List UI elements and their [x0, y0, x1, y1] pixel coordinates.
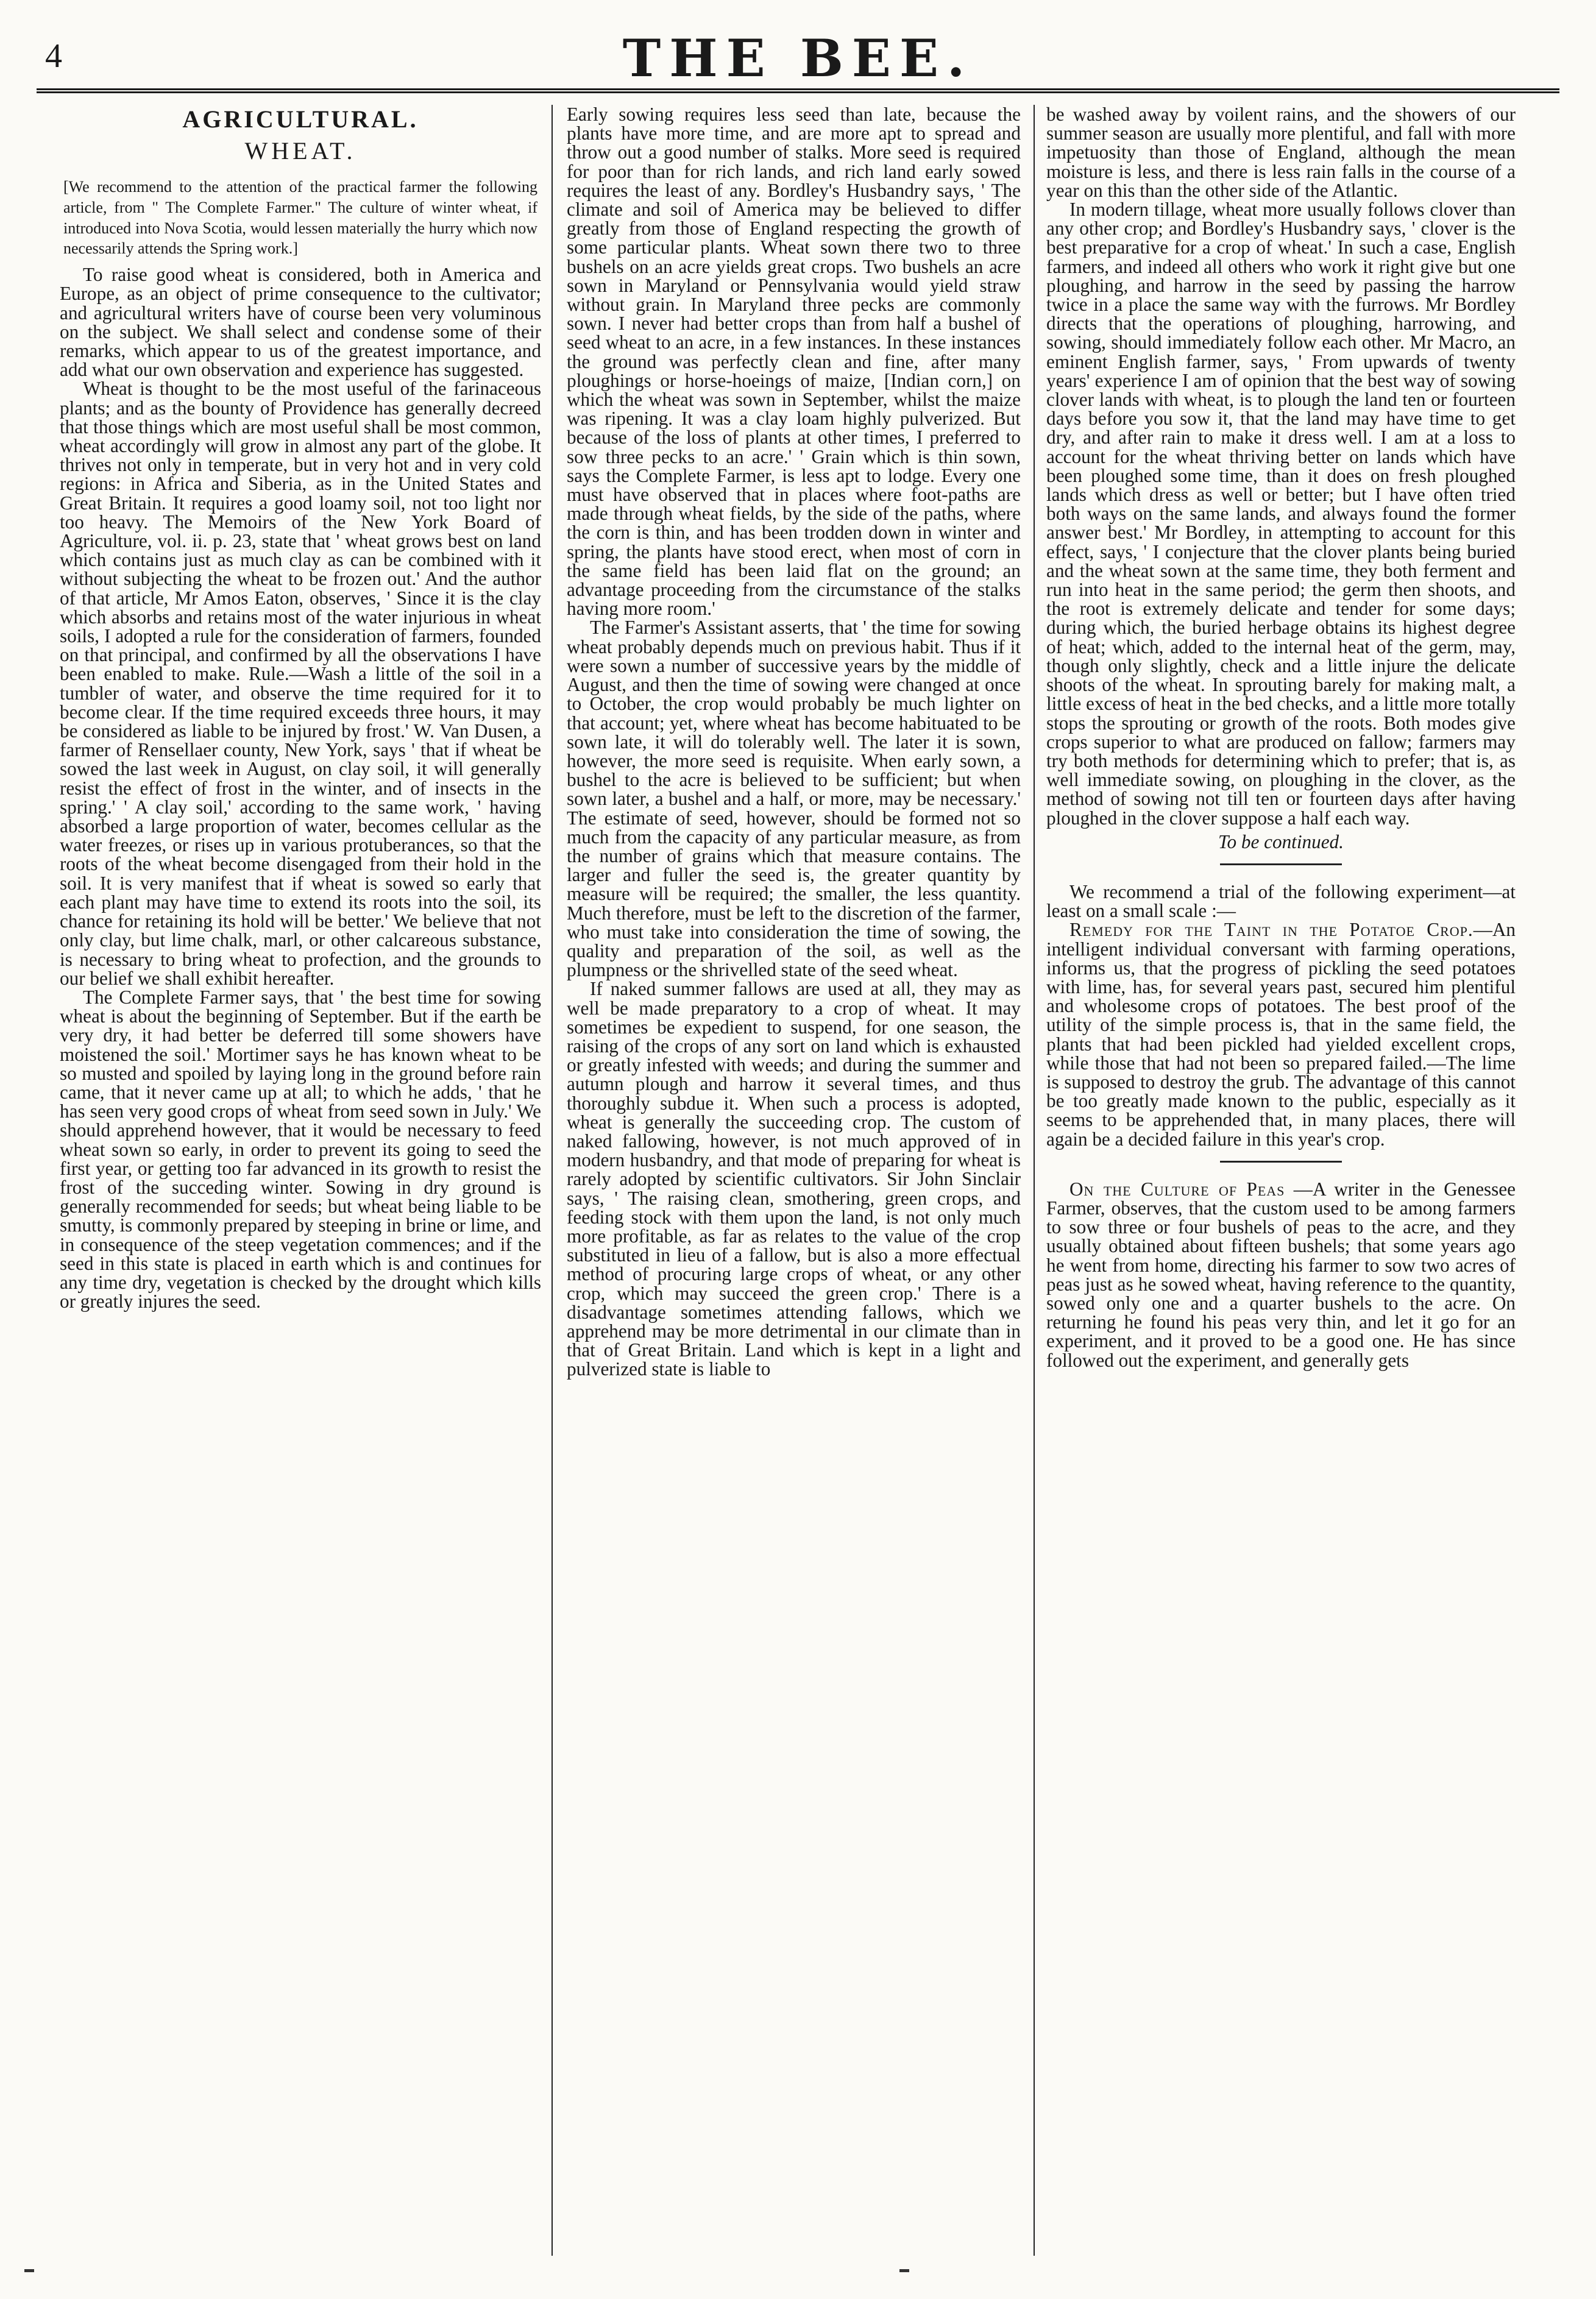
paragraph: The Complete Farmer says, that ' the best time for sowing wheat is about the beginning of September. But if the earth be very dry, it had better be deferred till some showers have moistened the soil.' Mortimer says he has known wheat to be so musted and spoiled by laying long in the ground before rain came, that it never came up at all; to which he adds, ' that he has seen very good crops of wheat from seed sown in July.' We should apprehend however, that it would be necessary to feed wheat sown so early, in order to prevent its going to seed the first year, or getting too far advanced in its growth to resist the frost of the succeding winter. Sowing in dry ground is generally recommended for seeds; but wheat being liable to be smutty, is commonly prepared by steeping in brine or lime, and in consequence of the steep vegetation commences; and if the seed in this state is placed in earth which is and continues for any time dry, vegetation is checked by the drought which kills or greatly injures the seed.	[60, 986, 541, 1312]
peas-text: —A writer in the Genessee Farmer, observes, that the custom used to be among farmers to sow three or four bushels of peas to the acre, and they usually obtained about fifteen bushels; that some years ago he went from home, directing his farmer to sow two acres of peas just as he sowed wheat, having reference to the quantity, sowed only one and a quarter bushels to the acre. On returning he found his peas very thin, and let it go for an experiment, and it proved to be a good one. He has since followed out the experiment, and generally gets	[1046, 1178, 1516, 1371]
peas-heading: On the Culture of Peas	[1069, 1178, 1285, 1200]
article-separator	[1220, 863, 1342, 865]
peas-paragraph	[1046, 1180, 1516, 1370]
page-number: 4	[45, 37, 62, 75]
paragraph: To raise good wheat is considered, both in America and Europe, as an object of prime consequence to the cultivator; and agricultural writers have of course been very voluminous on the subject. We shall select and condense some of their remarks, which appear to us of the greatest importance, and add what our own observation and experience has suggested.	[60, 264, 541, 381]
remedy-heading: Remedy for the Taint in the Potatoe Crop.	[1069, 919, 1474, 941]
experiment-intro: We recommend a trial of the following experiment—at least on a small scale :—	[1046, 880, 1516, 922]
paragraph: Early sowing requires less seed than late, because the plants have more time, and are more apt to spread and throw out a good number of stalks. More seed is required for poor than for rich lands, and rich land early sowed requires the least of any. Bordley's Husbandry says, ' The climate and soil of America may be believed to differ greatly from those of England respecting the growth of some particular plants. Wheat sown there two to three bushels on an acre yields great crops. Two bushels an acre sown in Maryland or Pennsylvania would yield straw without grain. In Maryland three pecks are commonly sown. I never had better crops than from half a bushel of seed wheat to an acre, in a few instances. In these instances the ground was perfectly clean and fine, after many ploughings or horse-hoeings of maize, [Indian corn,] on which the wheat was sown in September, whilst the maize was ripening. It was a clay loam highly pulverized. But because of the loss of plants at other times, I preferred to sow three pecks to an acre.' ' Grain which is thin sown, says the Complete Farmer, is less apt to lodge. Every one must have observed that in places where foot-paths are made through wheat fields, by the side of the paths, where the corn is thin, and has been trodden down in winter and spring, the plants have stood erect, when most of corn in the same field has been laid flat on the ground; an advantage proceeding from the circumstance of the stalks having more room.'	[567, 105, 1021, 620]
paragraph: The Farmer's Assistant asserts, that ' the time for sowing wheat probably depends much on previous habit. Thus if it were sown a number of successive years by the middle of August, and then the time of sowing were changed at once to October, the crop would probably be much lighter on that account; yet, where wheat has become habituated to be sown late, it will do tolerably well. The later it is sown, however, the more seed is requisite. When early sown, a bushel to the acre is believed to be sufficient; but when sown later, a bushel and a half, or more, may be necessary.' The estimate of seed, however, should be formed not so much from the capacity of any particular measure, as from the number of grains which that measure contains. The larger and fuller the seed is, the greater quantity by measure will be required; the smaller, the less quantity. Much therefore, must be left to the discretion of the farmer, who must take into consideration the time of sowing, the quality and preparation of the soil, as well as the plumpness or the shrivelled state of the seed wheat.	[567, 617, 1021, 981]
section-title: AGRICULTURAL.	[182, 105, 419, 133]
continued-note: To be continued.	[1218, 831, 1344, 852]
column-3	[1046, 105, 1516, 2256]
column-2	[567, 105, 1021, 2256]
newspaper-title: THE BEE.	[622, 28, 974, 88]
remedy-paragraph	[1046, 920, 1516, 1148]
article-separator	[1220, 1161, 1342, 1163]
paragraph: be washed away by voilent rains, and the showers of our summer season are usually more plentiful, and fall with more impetuosity than those of England, although the mean moisture is less, and there is less rain falls in the course of a year on this than the other side of the Atlantic.	[1046, 105, 1516, 201]
column-1	[60, 105, 541, 2256]
article-title: WHEAT.	[244, 137, 356, 165]
column-divider	[552, 105, 553, 2256]
paragraph: If naked summer fallows are used at all, they may as well be made preparatory to a crop of wheat. It may sometimes be expedient to suspend, for one season, the raising of the crops of any sort on land which is exhausted or greatly infested with weeds; and during the summer and autumn plough and harrow it several times, and thus thoroughly subdue it. When such a process is adopted, wheat is generally the succeeding crop. The custom of naked fallowing, however, is not much approved of in modern husbandry, and that mode of preparing for wheat is rarely adopted by scientific cultivators. Sir John Sinclair says, ' The raising clean, smothering, green crops, and feeding stock with them upon the land, is not only much more profitable, as far as relates to the value of the crop substituted in lieu of a fallow, but is also a more effectual method of procuring large crops of wheat, or any other crop, which may succeed the green crop.' There is a disadvantage sometimes attending fallows, which we apprehend may be more detrimental in our climate than in that of Great Britain. Land which is kept in a light and pulverized state is liable to	[567, 978, 1021, 1380]
editor-note: [We recommend to the attention of the practical farmer the following article, from " The Complete Farmer." The culture of winter wheat, if introduced into Nova Scotia, would lessen materially the hurry which now necessarily attends the Spring work.]	[63, 178, 537, 258]
paragraph: In modern tillage, wheat more usually follows clover than any other crop; and Bordley's Husbandry says, ' clover is the best preparative for a crop of wheat.' In such a case, English farmers, and indeed all others who work it right give but one ploughing, and harrow in the seed by passing the harrow twice in a place the same way with the furrows. Mr Bordley directs that the operations of ploughing, harrowing, and sowing, should immediately follow each other. Mr Macro, an eminent English farmer, says, ' From upwards of twenty years' experience I am of opinion that the best way of sowing clover lands with wheat, is to plough the land ten or fourteen days before you sow it, that the land may have time to get dry, and after rain to make it dress well. I am at a loss to account for the wheat thriving better on lands which have been ploughed some time, than it does on fresh ploughed lands which dress as well or better; but I have often tried both ways on the same lands, and always found the former answer best.' Mr Bordley, in attempting to account for this effect, says, ' I conjecture that the clover plants being buried and the wheat sown at the same time, they both ferment and run into heat in the same period; the germ then shoots, and the root is extremely delicate and tender for some days; during which, the buried herbage obtains its highest degree of heat; which, added to the internal heat of the germ, may, though only slightly, check and a little injure the delicate shoots of the wheat. In sprouting barely for making malt, a little excess of heat in the bed checks, and a little more totally stops the sprouting or growth of the roots. Both modes give crops superior to what are produced on fallow; farmers may try both methods for determining which to prefer; that is, as well immediate sowing, on ploughing in the clover, as the method of sowing not till ten or fourteen days after having ploughed in the clover suppose a half each way.	[1046, 199, 1516, 829]
header-rule	[37, 88, 1559, 93]
column-divider	[1034, 105, 1035, 2256]
masthead	[37, 24, 1559, 97]
paragraph: Wheat is thought to be the most useful of the farinaceous plants; and as the bounty of Providence has generally decreed that those things which are most useful shall be most common, wheat accordingly will grow in almost any part of the globe. It thrives not only in temperate, but in very hot and in very cold regions: in Africa and Siberia, as in the United States and Great Britain. It requires a good loamy soil, not too light nor too heavy. The Memoirs of the New York Board of Agriculture, vol. ii. p. 23, state that ' wheat grows best on land which contains just as much clay as can be combined with it without subjecting the wheat to be frozen out.' And the author of that article, Mr Amos Eaton, observes, ' Since it is the clay which absorbs and retains most of the water injurious in wheat soils, I adopted a rule for the consideration of farmers, founded on that principal, and confirmed by all the observations I have been enabled to make. Rule.—Wash a little of the soil in a tumbler of water, and observe the time required for it to become clear. If the time required exceeds three hours, it may be considered as liable to be injured by frost.' W. Van Dusen, a farmer of Rensellaer county, New York, says ' that if wheat be sowed the last week in August, on clay soil, it will generally resist the effect of frost in the winter, and of insects in the spring.' ' A clay soil,' according to the same work, ' having absorbed a large proportion of water, becomes cellular as the water freezes, or rises up in various protuberances, so that the roots of the wheat become disengaged from their hold in the soil. It is very manifest that if wheat is sowed so early that each plant may have time to extend its roots into the soil, its chance for retaining its hold will be better.' We believe that not only clay, but lime chalk, marl, or other calcareous substance, is necessary to bring wheat to profection, and the grounds to our belief we shall exhibit hereafter.	[60, 378, 541, 989]
print-mark	[24, 2269, 34, 2272]
print-mark	[899, 2269, 909, 2272]
remedy-text: —An intelligent individual conversant with farming operations, informs us, that the progress of pickling the seed potatoes with lime, has, for several years past, secured him plentiful and wholesome crops of potatoes. The best proof of the utility of the simple process is, that in the same field, the plants that had been pickled had yielded excellent crops, while those that had not been so prepared failed.—The lime is supposed to destroy the grub. The advantage of this cannot be too greatly made known to the public, especially as it seems to be apprehended that, in many places, there will again be a decided failure in this year's crop.	[1046, 919, 1516, 1150]
